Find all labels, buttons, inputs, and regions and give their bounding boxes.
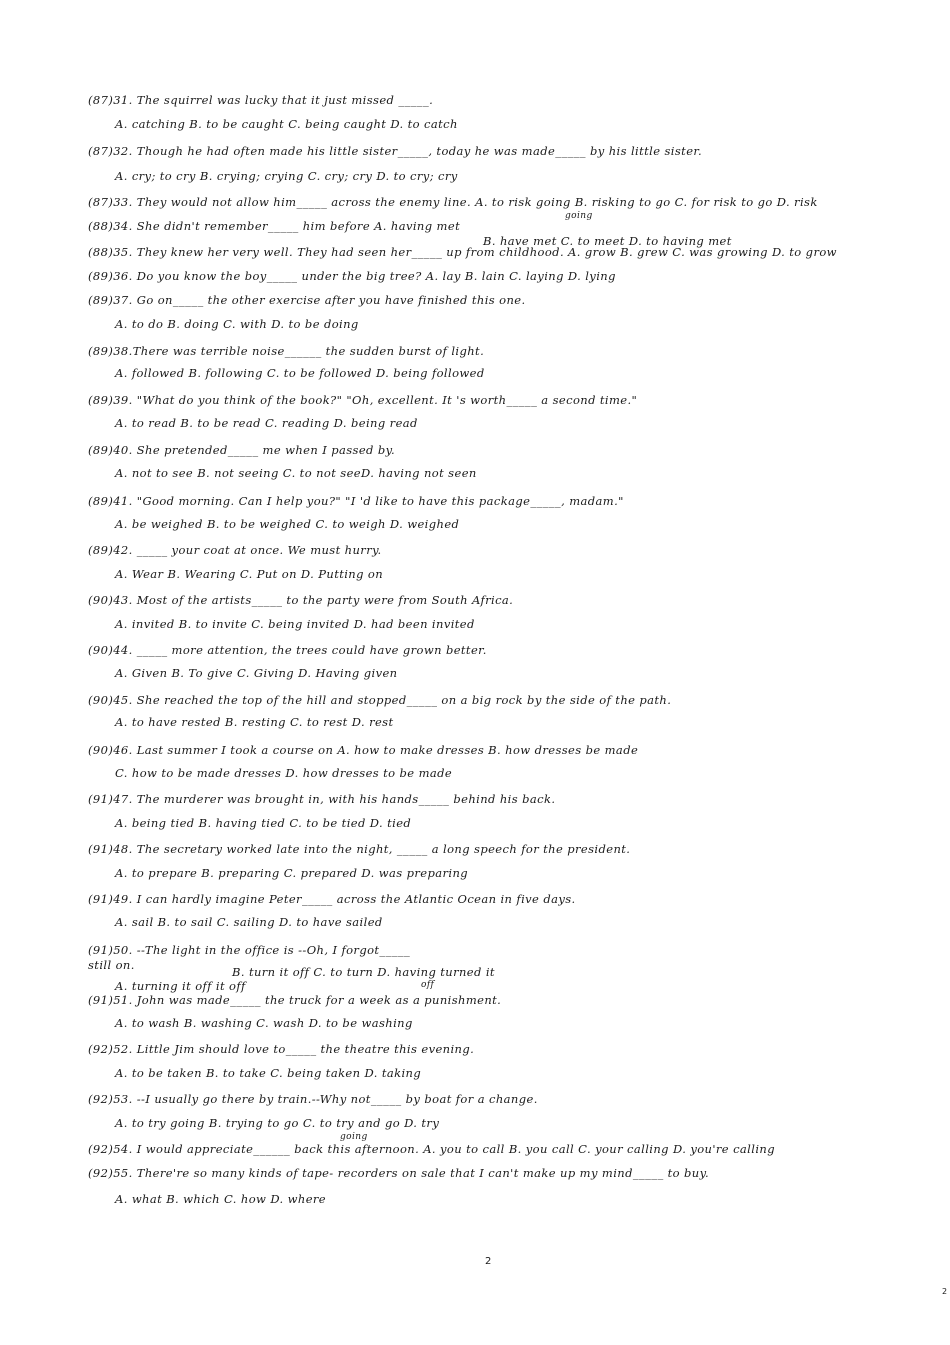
question-line: (89)40. She pretended_____ me when I passed by. [88,443,396,457]
options-line: C. how to be made dresses D. how dresses to be made [115,766,453,780]
options-line: A. invited B. to invite C. being invited D. had been invited [115,617,475,631]
question-line: (89)36. Do you know the boy_____ under the big tree? A. lay B. lain C. laying D. lying [88,269,616,283]
options-line: A. followed B. following C. to be followed D. being followed [115,366,485,380]
question-line: (89)37. Go on_____ the other exercise after you have finished this one. [88,293,526,307]
question-line: (89)39. "What do you think of the book?" "Oh, excellent. It 's worth_____ a second time." [88,393,638,407]
page-number-corner: 2 [942,1287,948,1296]
page-number-center: 2 [485,1256,492,1267]
text-fragment: B. turn it off C. to turn D. having turned it [232,965,495,979]
options-line: A. to have rested B. resting C. to rest D. rest [115,715,394,729]
options-line: A. to read B. to be read C. reading D. being read [115,416,418,430]
options-line: B. have met C. to meet D. to having met [483,234,732,248]
options-line: A. being tied B. having tied C. to be tied D. tied [115,816,412,830]
question-line: (90)45. She reached the top of the hill and stopped_____ on a big rock by the side of the path. [88,693,672,707]
question-line: (89)38.There was terrible noise______ the sudden burst of light. [88,344,485,358]
question-line: (89)42. _____ your coat at once. We must hurry. [88,543,382,557]
options-line: A. to prepare B. preparing C. prepared D. was preparing [115,866,469,880]
options-line: A. to wash B. washing C. wash D. to be washing [115,1016,413,1030]
question-line: (92)54. I would appreciate______ back this afternoon. A. you to call B. you call C. your calling D. you're calling [88,1142,775,1156]
options-line: A. not to see B. not seeing C. to not seeD. having not seen [115,466,477,480]
options-line: A. cry; to cry B. crying; crying C. cry; cry D. to cry; cry [115,169,458,183]
question-line: (92)55. There're so many kinds of tape- recorders on sale that I can't make up my mind_____ to buy. [88,1166,710,1180]
text-fragment: going [565,211,593,221]
options-line: A. sail B. to sail C. sailing D. to have sailed [115,915,383,929]
question-line: (88)35. They knew her very well. They had seen her_____ up from childhood. A. grow B. grew C. was growing D. to grow [88,245,837,259]
question-line: (91)51. John was made_____ the truck for a week as a punishment. [88,993,502,1007]
question-line: (91)48. The secretary worked late into the night, _____ a long speech for the president. [88,842,631,856]
question-line: (87)31. The squirrel was lucky that it just missed _____. [88,93,434,107]
options-line: A. to try going B. trying to go C. to try and go D. try [115,1116,440,1130]
options-line: A. Given B. To give C. Giving D. Having given [115,666,398,680]
question-line: (92)52. Little Jim should love to_____ the theatre this evening. [88,1042,475,1056]
options-line: A. Wear B. Wearing C. Put on D. Putting on [115,567,384,581]
text-fragment: going [340,1132,368,1142]
question-line: (90)43. Most of the artists_____ to the party were from South Africa. [88,593,514,607]
options-line: A. to be taken B. to take C. being taken D. taking [115,1066,422,1080]
question-line: (90)46. Last summer I took a course on A. how to make dresses B. how dresses be made [88,743,639,757]
options-line: A. be weighed B. to be weighed C. to weigh D. weighed [115,517,460,531]
text-fragment: off [421,980,435,990]
question-line: (89)41. "Good morning. Can I help you?" "I 'd like to have this package_____, madam." [88,494,624,508]
options-line: A. what B. which C. how D. where [115,1192,327,1206]
text-fragment: still on. [88,958,135,972]
question-line: (88)34. She didn't remember_____ him before A. having met [88,219,461,233]
question-line: (91)47. The murderer was brought in, with his hands_____ behind his back. [88,792,556,806]
options-line: A. catching B. to be caught C. being caught D. to catch [115,117,458,131]
question-line: (91)49. I can hardly imagine Peter_____ across the Atlantic Ocean in five days. [88,892,576,906]
question-line: (91)50. --The light in the office is --Oh, I forgot_____ [88,943,411,957]
options-line: A. to do B. doing C. with D. to be doing [115,317,359,331]
question-line: (87)32. Though he had often made his little sister_____, today he was made_____ by his little sister. [88,144,703,158]
question-line: (87)33. They would not allow him_____ across the enemy line. A. to risk going B. risking to go C. for risk to go D. risk [88,195,818,209]
question-line: (92)53. --I usually go there by train.--Why not_____ by boat for a change. [88,1092,538,1106]
options-line: A. turning it off it off [115,979,246,993]
question-line: (90)44. _____ more attention, the trees could have grown better. [88,643,487,657]
